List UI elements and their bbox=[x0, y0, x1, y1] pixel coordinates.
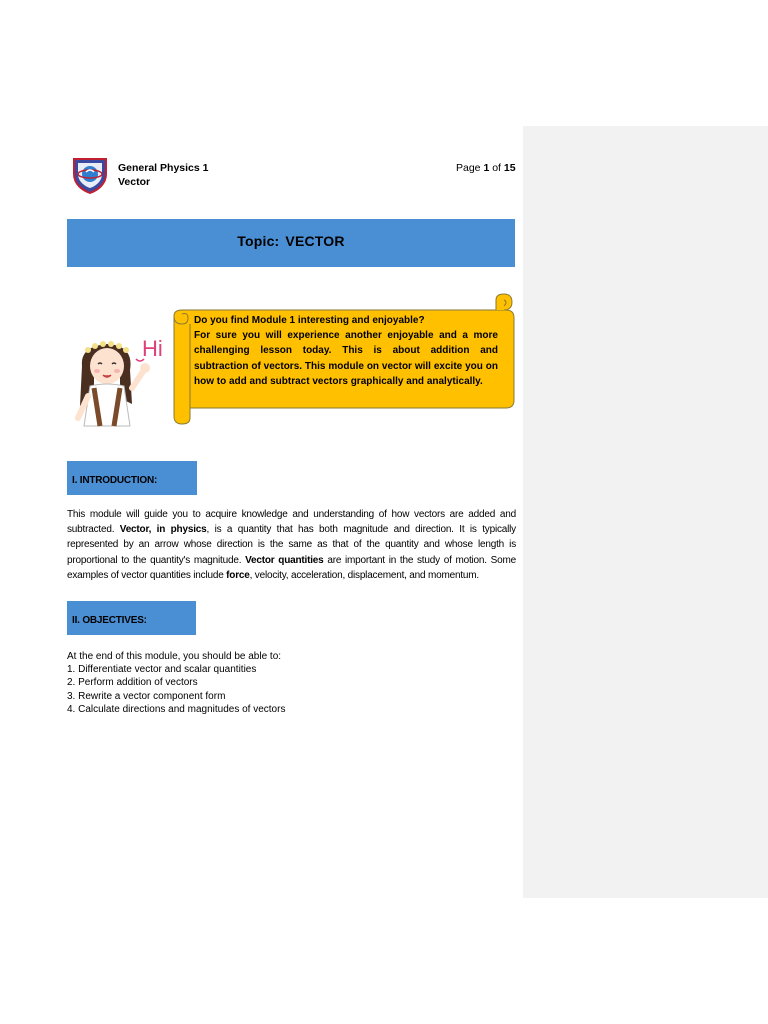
page-number bbox=[456, 161, 516, 175]
course-name: General Physics 1 bbox=[118, 162, 209, 174]
girl-waving-illustration bbox=[64, 326, 172, 430]
intro-term-force: force bbox=[226, 569, 250, 581]
topic-title: VECTOR bbox=[285, 233, 345, 249]
greeting-question: Do you find Module 1 interesting and enjoyable? bbox=[194, 315, 425, 326]
objectives-heading-box bbox=[67, 601, 196, 635]
greeting-body: For sure you will experience another enjoyable and a more challenging lesson today. This is about addition and subtraction of vectors. This module on vector will excite you on how to add and subtract vectors graphically and analytically. bbox=[194, 330, 498, 387]
document-header-title bbox=[118, 161, 208, 189]
introduction-paragraph bbox=[67, 507, 516, 583]
objectives-list bbox=[67, 663, 285, 717]
introduction-heading: I. INTRODUCTION: bbox=[72, 475, 158, 486]
list-item: 3. Rewrite a vector component form bbox=[67, 690, 226, 702]
module-subject: Vector bbox=[118, 176, 151, 188]
intro-sentence-3-end: , velocity, acceleration, displacement, and momentum. bbox=[249, 569, 479, 581]
hi-text: Hi bbox=[142, 336, 163, 361]
introduction-heading-box bbox=[67, 461, 197, 495]
school-logo-icon bbox=[72, 156, 108, 194]
intro-term-vector: Vector, in physics bbox=[119, 524, 207, 536]
page-current: 1 bbox=[483, 162, 490, 174]
intro-sentence-3: are important in the study of motion. Some examples of vector quantities include bbox=[67, 554, 516, 581]
intro-sentence-2: , is a quantity that has both magnitude and direction. It is typically represented by an arrow whose direction is the same as that of the quantity and whose length is proportional to the quantity's magnitude. bbox=[67, 524, 516, 566]
list-item: 1. Differentiate vector and scalar quantities bbox=[67, 664, 257, 675]
topic-heading bbox=[67, 233, 515, 249]
topic-banner bbox=[67, 219, 515, 267]
page-of: of bbox=[492, 162, 501, 174]
intro-term-vector-quantities: Vector quantities bbox=[245, 554, 324, 566]
comment-pane bbox=[523, 126, 768, 898]
intro-sentence-1: This module will guide you to acquire knowledge and understanding of how vectors are added and subtracted. bbox=[67, 509, 516, 536]
objectives-heading: II. OBJECTIVES: bbox=[72, 615, 147, 626]
topic-label: Topic: bbox=[237, 233, 280, 249]
page-total: 15 bbox=[503, 162, 516, 174]
greeting-message bbox=[194, 313, 498, 389]
list-item: 4. Calculate directions and magnitudes of vectors bbox=[67, 704, 286, 716]
list-item: 2. Perform addition of vectors bbox=[67, 677, 198, 689]
objectives-intro: At the end of this module, you should be able to: bbox=[67, 651, 282, 662]
page-label: Page bbox=[456, 162, 481, 174]
